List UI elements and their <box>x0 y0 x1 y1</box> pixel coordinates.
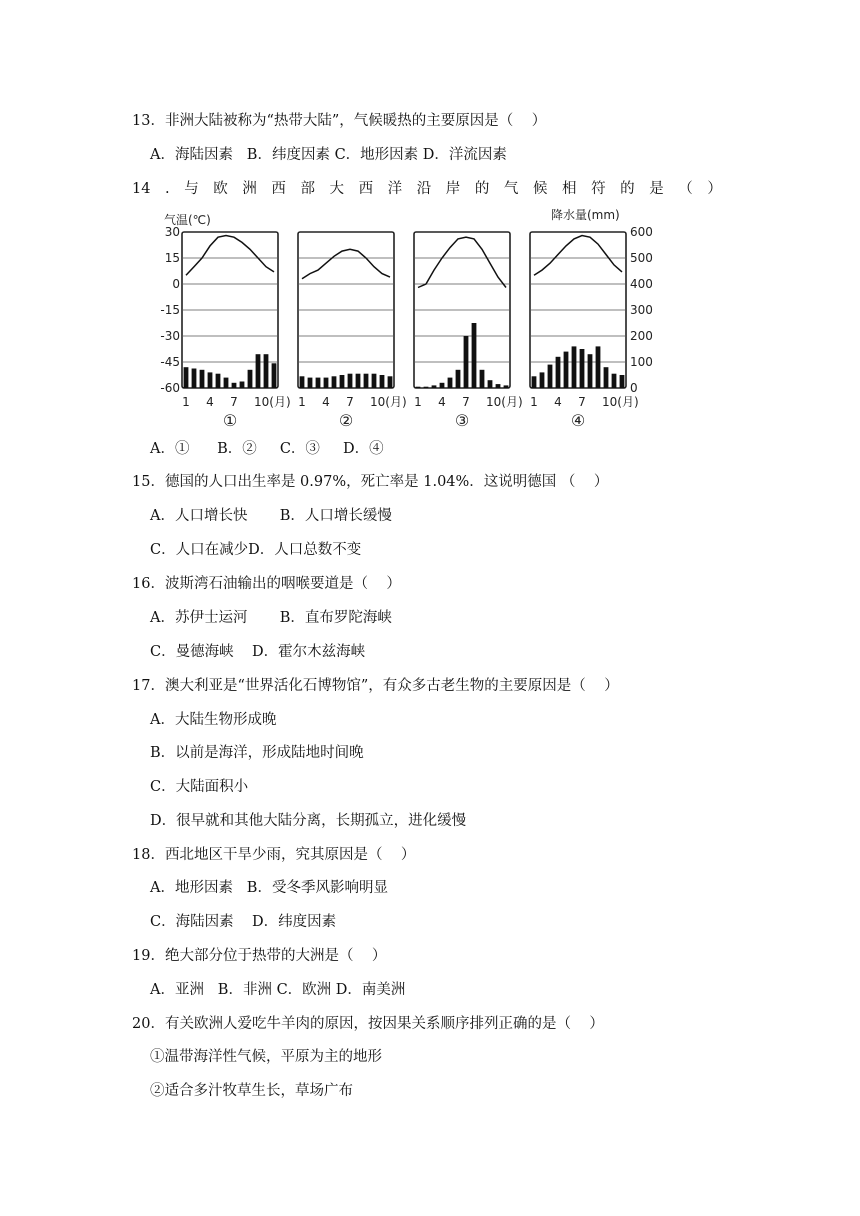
temperature-line <box>534 236 622 276</box>
precipitation-bar <box>340 375 345 388</box>
question-13-stem: 13．非洲大陆被称为“热带大陆”，气候暖热的主要原因是（ ） <box>132 113 547 129</box>
precipitation-tick-label: 0 <box>630 381 638 395</box>
precipitation-bar <box>556 357 561 388</box>
question-17-option-b: B．以前是海洋，形成陆地时间晚 <box>150 745 364 761</box>
question-15-option-line-2: C．人口在减少D．人口总数不变 <box>150 542 362 558</box>
temperature-tick-label: 15 <box>164 251 180 265</box>
question-14-stem-char: 洋 <box>387 181 403 197</box>
temperature-tick-label: -45 <box>160 355 180 369</box>
question-20-stem: 20．有关欧洲人爱吃牛羊肉的原因，按因果关系顺序排列正确的是（ ） <box>132 1016 604 1032</box>
panel-label: ③ <box>454 411 470 430</box>
month-tick-label: 1 <box>530 395 538 409</box>
precipitation-tick-label: 200 <box>630 329 653 343</box>
panel-label: ① <box>222 411 238 430</box>
precipitation-bar <box>620 375 625 388</box>
temperature-tick-label: 30 <box>164 225 180 239</box>
precipitation-bar <box>448 378 453 388</box>
month-tick-label: 4 <box>322 395 330 409</box>
precipitation-bar <box>424 387 429 388</box>
month-tick-label: 10(月) <box>370 395 407 409</box>
question-18-stem: 18．西北地区干旱少雨，究其原因是（ ） <box>132 847 416 863</box>
question-14-stem-char: 部 <box>300 181 315 197</box>
question-14-stem-char: 的 <box>620 181 635 197</box>
precipitation-bar <box>232 383 237 388</box>
question-14-stem-char: ） <box>707 181 722 197</box>
question-14-stem-char: . <box>165 181 170 197</box>
precipitation-tick-label: 300 <box>630 303 653 317</box>
temperature-tick-label: 0 <box>172 277 180 291</box>
precipitation-bar <box>316 378 321 388</box>
precipitation-tick-label: 400 <box>630 277 653 291</box>
precipitation-bar <box>416 387 421 388</box>
question-14-stem-char: 14 <box>132 181 151 197</box>
question-15-stem: 15．德国的人口出生率是 0.97%，死亡率是 1.04%．这说明德国 （ ） <box>132 474 609 490</box>
precipitation-bar <box>380 375 385 388</box>
precipitation-bar <box>532 376 537 388</box>
month-tick-label: 1 <box>414 395 422 409</box>
month-tick-label: 1 <box>298 395 306 409</box>
month-tick-label: 10(月) <box>602 395 639 409</box>
question-14-stem-char: 候 <box>532 181 548 197</box>
precipitation-bar <box>184 367 189 388</box>
precipitation-bar <box>540 372 545 388</box>
question-14-stem-char: 洲 <box>242 181 257 197</box>
climate-charts-figure <box>150 208 653 432</box>
question-14-stem-char: 相 <box>562 181 577 197</box>
month-tick-label: 4 <box>206 395 214 409</box>
question-14-stem-char: 岸 <box>445 181 461 197</box>
question-16-stem: 16．波斯湾石油输出的咽喉要道是（ ） <box>132 576 401 592</box>
question-14-stem-char: 欧 <box>213 181 228 197</box>
question-14-stem <box>132 180 722 198</box>
precipitation-bar <box>308 378 313 388</box>
month-tick-label: 7 <box>578 395 586 409</box>
precipitation-bar <box>248 370 253 388</box>
question-20-statement-2: ②适合多汁牧草生长，草场广布 <box>150 1083 353 1099</box>
precipitation-bar <box>216 374 221 388</box>
precipitation-bar <box>192 369 197 389</box>
precipitation-bar <box>596 346 601 388</box>
question-19-stem: 19．绝大部分位于热带的大洲是（ ） <box>132 948 387 964</box>
question-14-stem-char: 大 <box>329 181 344 197</box>
precipitation-bar <box>200 370 205 388</box>
question-17-option-a: A．大陆生物形成晚 <box>150 712 277 728</box>
question-17-option-d: D．很早就和其他大陆分离，长期孤立，进化缓慢 <box>150 813 467 829</box>
temperature-tick-label: -60 <box>160 381 180 395</box>
temperature-line <box>418 237 506 287</box>
precipitation-bar <box>348 374 353 388</box>
question-14-options: A．① B．② C．③ D．④ <box>150 441 384 457</box>
precipitation-bar <box>356 374 361 388</box>
precipitation-bar <box>612 374 617 388</box>
question-17-stem: 17．澳大利亚是“世界活化石博物馆”，有众多古老生物的主要原因是（ ） <box>132 678 619 694</box>
question-15-option-line-1: A．人口增长快 B．人口增长缓慢 <box>150 508 392 524</box>
precipitation-bar <box>272 363 277 388</box>
question-14-stem-char: 气 <box>503 181 519 197</box>
precipitation-bar <box>300 376 305 388</box>
precipitation-bar <box>572 346 577 388</box>
precipitation-bar <box>504 385 509 388</box>
temperature-tick-label: -30 <box>160 329 180 343</box>
question-14-stem-char: （ <box>678 181 693 197</box>
precipitation-tick-label: 500 <box>630 251 653 265</box>
temperature-line <box>302 249 390 278</box>
question-14-stem-char: 是 <box>649 181 664 197</box>
precipitation-bar <box>388 376 393 388</box>
question-14-stem-char: 的 <box>474 181 490 197</box>
temperature-tick-label: -15 <box>160 303 180 317</box>
precipitation-bar <box>208 372 213 388</box>
precipitation-bar <box>604 367 609 388</box>
precipitation-bar <box>496 384 501 388</box>
precipitation-bar <box>432 385 437 388</box>
temperature-axis-title: 气温(℃) <box>164 213 211 227</box>
precipitation-bar <box>464 336 469 388</box>
precipitation-bar <box>440 383 445 388</box>
precipitation-bar <box>588 354 593 388</box>
question-19-options: A．亚洲 B．非洲 C．欧洲 D．南美洲 <box>150 982 406 998</box>
question-14-stem-char: 西 <box>271 181 286 197</box>
question-20-statement-1: ①温带海洋性气候，平原为主的地形 <box>150 1049 382 1065</box>
precipitation-tick-label: 600 <box>630 225 653 239</box>
month-tick-label: 10(月) <box>486 395 523 409</box>
precipitation-bar <box>240 382 245 389</box>
precipitation-bar <box>264 354 269 388</box>
question-14-stem-char: 西 <box>358 181 374 197</box>
question-18-option-line-2: C．海陆因素 D．纬度因素 <box>150 914 337 930</box>
precipitation-bar <box>564 352 569 388</box>
precipitation-bar <box>324 378 329 388</box>
question-17-option-c: C．大陆面积小 <box>150 779 249 795</box>
precipitation-bar <box>364 374 369 388</box>
precipitation-bar <box>548 365 553 388</box>
precipitation-bar <box>488 380 493 388</box>
precipitation-bar <box>480 370 485 388</box>
precipitation-bar <box>224 378 229 388</box>
panel-label: ④ <box>570 411 586 430</box>
precipitation-bar <box>580 349 585 388</box>
month-tick-label: 4 <box>554 395 562 409</box>
month-tick-label: 7 <box>346 395 354 409</box>
precipitation-axis-title: 降水量(mm) <box>551 208 620 222</box>
question-16-option-line-1: A．苏伊士运河 B．直布罗陀海峡 <box>150 610 392 626</box>
precipitation-bar <box>472 323 477 388</box>
question-16-option-line-2: C．曼德海峡 D．霍尔木兹海峡 <box>150 644 366 660</box>
month-tick-label: 1 <box>182 395 190 409</box>
month-tick-label: 7 <box>230 395 238 409</box>
temperature-line <box>186 236 274 276</box>
question-14-stem-char: 符 <box>591 181 606 197</box>
question-13-options: A．海陆因素 B．纬度因素 C．地形因素 D．洋流因素 <box>150 147 507 163</box>
month-tick-label: 4 <box>438 395 446 409</box>
precipitation-bar <box>372 374 377 388</box>
question-14-stem-char: 沿 <box>416 181 432 197</box>
month-tick-label: 10(月) <box>254 395 291 409</box>
precipitation-bar <box>256 354 261 388</box>
month-tick-label: 7 <box>462 395 470 409</box>
precipitation-bar <box>456 370 461 388</box>
question-18-option-line-1: A．地形因素 B．受冬季风影响明显 <box>150 880 388 896</box>
precipitation-tick-label: 100 <box>630 355 653 369</box>
question-14-stem-char: 与 <box>184 181 199 197</box>
precipitation-bar <box>332 376 337 388</box>
panel-label: ② <box>338 411 354 430</box>
